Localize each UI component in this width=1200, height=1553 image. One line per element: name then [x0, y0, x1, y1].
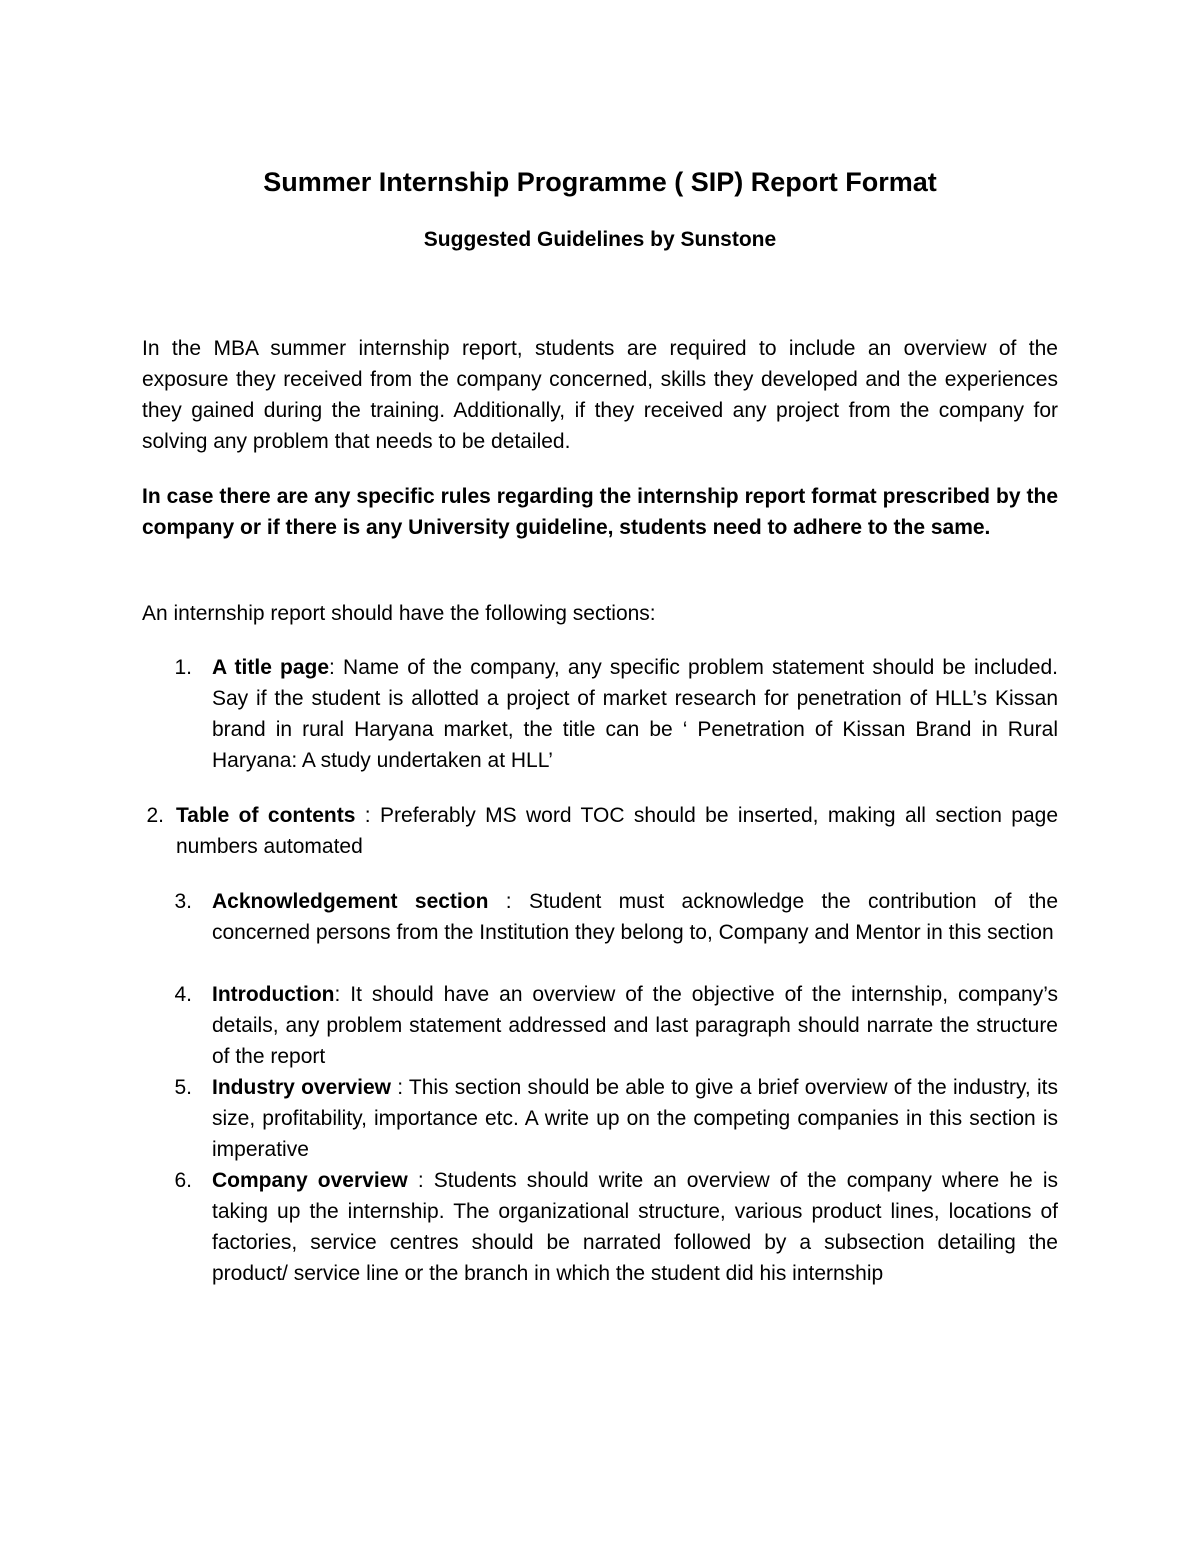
- list-item-content: [212, 652, 1058, 776]
- sections-intro: An internship report should have the following sections:: [142, 602, 656, 625]
- list-item-label: Introduction: [212, 983, 335, 1006]
- list-item-label: A title page: [212, 656, 330, 679]
- bold-notice-paragraph: In case there are any specific rules regarding the internship report format prescribed by the company or if there is any University guideline, students need to adhere to the same.: [142, 485, 1058, 539]
- list-item: [142, 979, 1058, 1072]
- list-item-text: : Name of the company, any specific problem statement should be included. Say if the student is allotted a project of market research for penetration of HLL’s Kissan brand in rural Haryana market, the title can be ‘ Penetration of Kissan Brand in Rural Haryana: A study undertaken at HLL’: [212, 656, 1059, 772]
- document-title: Summer Internship Programme ( SIP) Report Format: [263, 167, 937, 197]
- list-item-number: 3.: [174, 890, 192, 913]
- list-item-number: 6.: [174, 1169, 192, 1192]
- list-item: [142, 886, 1058, 948]
- list-item-text: : It should have an overview of the objective of the internship, company’s details, any problem statement addressed and last paragraph should narrate the structure of the report: [212, 983, 1058, 1068]
- list-item-content: [212, 1072, 1058, 1165]
- list-item-content: [176, 800, 1058, 862]
- list-item-content: [212, 1165, 1058, 1289]
- list-item-content: [212, 886, 1058, 948]
- list-item: [142, 652, 1058, 776]
- list-item-number: 2.: [146, 804, 164, 827]
- list-item-label: Industry overview: [212, 1076, 391, 1099]
- list-item-label: Company overview: [212, 1169, 408, 1192]
- list-item-number: 4.: [174, 983, 192, 1006]
- list-item-label: Acknowledgement section: [212, 890, 489, 913]
- list-item-number: 1.: [174, 656, 192, 679]
- document-subtitle: Suggested Guidelines by Sunstone: [423, 228, 777, 251]
- list-item-text: : Students should write an overview of the company where he is taking up the internship. The organizational structure, various product lines, locations of factories, service centres should be narrated followed by a subsection detailing the product/ service line or the branch in which the student did his internship: [212, 1169, 1058, 1285]
- list-item-text: : Preferably MS word TOC should be inserted, making all section page numbers automated: [176, 804, 1058, 858]
- list-item: [142, 1072, 1058, 1165]
- list-item: [142, 1165, 1058, 1289]
- intro-paragraph: In the MBA summer internship report, students are required to include an overview of the exposure they received from the company concerned, skills they developed and the experiences they gained during the training. Additionally, if they received any project from the company for solving any problem that needs to be detailed.: [142, 337, 1058, 453]
- list-item-text: : This section should be able to give a brief overview of the industry, its size, profitability, importance etc. A write up on the competing companies in this section is imperative: [212, 1076, 1058, 1161]
- list-item-label: Table of contents: [176, 804, 356, 827]
- list-item: [142, 800, 1058, 862]
- list-item-number: 5.: [174, 1076, 192, 1099]
- list-item-content: [212, 979, 1058, 1072]
- list-item-text: : Student must acknowledge the contribution of the concerned persons from the Institution they belong to, Company and Mentor in this section: [212, 890, 1058, 944]
